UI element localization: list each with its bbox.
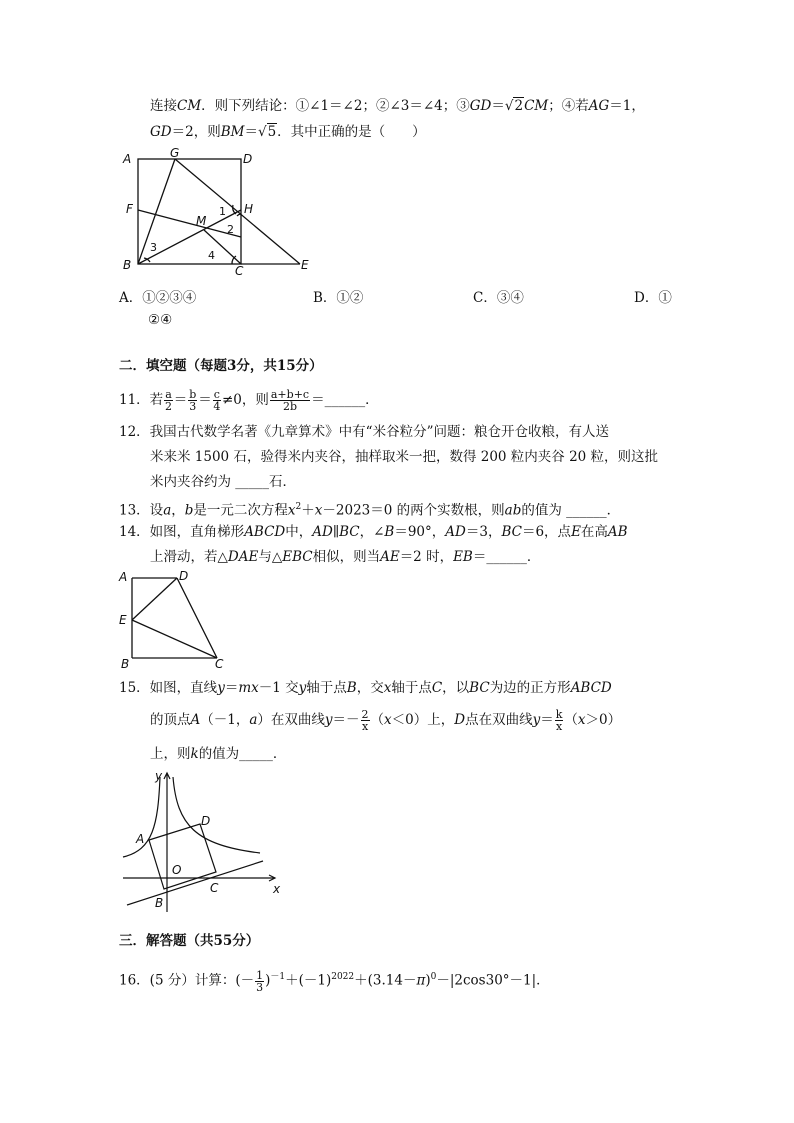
label-B: B <box>121 657 130 671</box>
section2-title: 二．填空题（每题3分，共15分） <box>119 358 323 374</box>
label-A: A <box>136 832 145 846</box>
q10-line2: GD＝2，则BM＝√5．其中正确的是（ ） <box>150 124 426 140</box>
q12-line2: 米来米 1500 石，验得米内夹谷，抽样取米一把，数得 200 粒内夹谷 20 粒，则这批 <box>150 449 659 465</box>
q15-line3: 上，则k的值为_____． <box>150 746 287 762</box>
q14-line1: 14．如图，直角梯形ABCD中，AD∥BC，∠B＝90°，AD＝3，BC＝6，点E在高AB <box>119 524 628 540</box>
label-D: D <box>243 152 253 166</box>
label-2: 2 <box>227 223 234 236</box>
label-A: A <box>123 152 132 166</box>
label-1: 1 <box>219 205 226 218</box>
label-E: E <box>301 258 309 272</box>
q14-line2: 上滑动，若△DAE与△EBC相似，则当AE＝2 时，EB＝______． <box>150 549 541 565</box>
label-F: F <box>126 202 133 216</box>
label-C: C <box>235 264 244 278</box>
label-E: E <box>119 613 127 627</box>
option-c[interactable]: C．③④ <box>473 290 524 306</box>
label-D: D <box>201 814 211 828</box>
q10-line1: 连接CM．则下列结论：①∠1＝∠2；②∠3＝∠4；③GD＝√2CM；④若AG＝1， <box>150 98 645 114</box>
label-G: G <box>170 146 180 160</box>
section3-title: 三．解答题（共55分） <box>119 933 260 949</box>
q16: 16．(5 分）计算：(－ $\frac{1}{3}$ )$^{-1}+(-1)^{2022}+(3.14-\pi)^0-|2\cos 30^\circ-1|$． <box>119 968 550 994</box>
q12-line1: 12．我国古代数学名著《九章算术》中有“米谷粒分”问题：粮仓开仓收粮，有人送 <box>119 424 609 440</box>
option-d[interactable]: D．① <box>634 290 672 306</box>
q15-line1: 15．如图，直线y＝mx－1 交y轴于点B，交x轴于点C，以BC为边的正方形ABCD <box>119 680 612 696</box>
label-C: C <box>215 657 224 671</box>
label-D: D <box>179 569 189 583</box>
q15-figure <box>115 765 290 915</box>
option-b[interactable]: B．①② <box>313 290 364 306</box>
label-4: 4 <box>208 249 215 262</box>
q12-line3: 米内夹谷约为 _____石． <box>150 474 297 490</box>
label-C: C <box>210 881 219 895</box>
q15-line2: 的顶点A（－1，a）在双曲线y＝－ $\frac{2}{x}$ （x＜0）上，D点在双曲线y＝ $\frac{k}{x}$ （x＞0） <box>150 708 622 733</box>
label-B: B <box>123 258 132 272</box>
option-a[interactable]: A．①②③④ <box>119 290 197 306</box>
label-B: B <box>155 896 164 910</box>
label-O: O <box>172 863 182 877</box>
option-d-cont: ②④ <box>148 312 173 328</box>
label-H: H <box>244 202 254 216</box>
q11: 11．若 $\frac{a}{2}$ ＝ $\frac{b}{3}$ ＝ $\frac{c}{4}$ ≠0，则 $\frac{a+b+c}{2b}$ ＝______． <box>119 388 379 413</box>
axis-x-label: x <box>273 882 281 896</box>
q10-figure <box>120 145 320 280</box>
label-A: A <box>119 570 128 584</box>
axis-y-label: y <box>155 769 163 783</box>
label-3: 3 <box>150 241 157 254</box>
label-M: M <box>196 214 207 228</box>
q14-figure <box>115 568 235 673</box>
q13: 13．设a，b是一元二次方程$x^2+x-2023=0$ 的两个实数根，则ab的值为 ______． <box>119 502 621 519</box>
